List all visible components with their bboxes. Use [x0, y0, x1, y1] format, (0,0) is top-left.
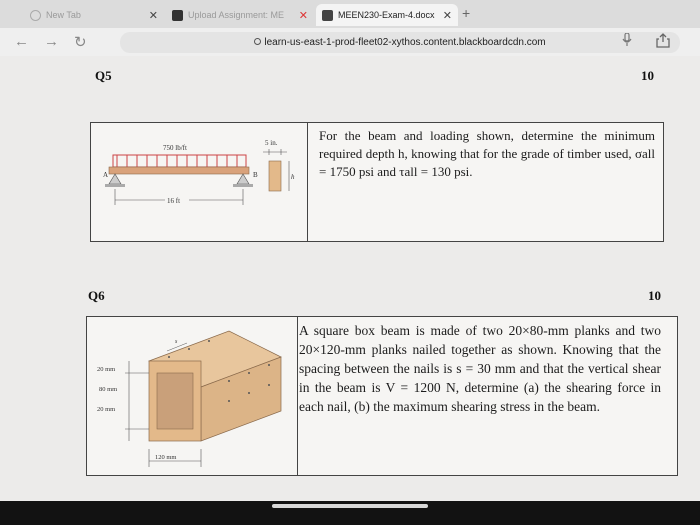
span-label: 16 ft	[167, 197, 181, 205]
pin-support-a	[109, 174, 121, 184]
cross-section	[269, 161, 281, 191]
close-tab-icon[interactable]: ✕	[442, 9, 452, 22]
tab-label: Upload Assignment: ME	[188, 10, 285, 20]
question-points: 10	[641, 68, 654, 83]
address-bar	[0, 28, 700, 56]
beam	[109, 167, 249, 174]
dim-mid-label: 80 mm	[99, 386, 118, 393]
document-page	[0, 56, 700, 501]
divider	[297, 317, 298, 475]
forward-icon[interactable]: →	[44, 33, 59, 50]
divider	[307, 123, 308, 241]
dim-top-label: 20 mm	[97, 366, 116, 373]
reload-icon[interactable]: ↻	[74, 34, 87, 51]
new-tab-icon[interactable]: +	[462, 5, 471, 21]
tab-bar	[0, 0, 700, 28]
share-icon[interactable]	[656, 33, 670, 48]
width-label: 5 in.	[265, 139, 278, 147]
support-b-label: B	[253, 171, 258, 179]
question-number: Q5	[95, 68, 112, 83]
width-label: 120 mm	[155, 454, 177, 461]
tab-label: MEEN230-Exam-4.docx	[338, 10, 435, 20]
q5-beam-figure	[93, 127, 305, 237]
pin-support-b	[237, 174, 249, 184]
url-field[interactable]	[120, 32, 680, 53]
site-info-icon	[254, 38, 261, 45]
tab-exam-docx[interactable]	[316, 4, 458, 26]
tab-new-tab[interactable]	[24, 4, 164, 26]
q6-text: A square box beam is made of two 20×80-mm planks and two 20×120-mm planks nailed together as shown. Knowing that the spacing between the nails is s = 30 mm and that the vertical shear in the beam is V = 1200 N, determine (a) the shearing force in each nail, (b) the maximum shearing stress in the beam.	[299, 323, 661, 414]
q6-box-beam-figure	[89, 321, 295, 471]
support-a-label: A	[103, 171, 109, 179]
globe-icon	[30, 10, 41, 21]
dim-bot-label: 20 mm	[97, 406, 116, 413]
q6-box	[86, 316, 678, 476]
blackboard-icon	[172, 10, 183, 21]
tab-upload-assignment[interactable]	[166, 4, 314, 26]
question-number: Q6	[88, 288, 105, 303]
microphone-icon[interactable]	[622, 33, 632, 47]
tab-label: New Tab	[46, 10, 81, 20]
question-points: 10	[648, 288, 661, 303]
document-icon	[322, 10, 333, 21]
q5-box	[90, 122, 664, 242]
home-indicator[interactable]	[272, 504, 428, 508]
close-tab-icon[interactable]: ✕	[148, 9, 158, 22]
back-icon[interactable]: ←	[14, 33, 29, 50]
load-label: 750 lb/ft	[163, 144, 187, 152]
q5-text: For the beam and loading shown, determine the minimum required depth h, knowing that for the grade of timber used, σall = 1750 psi and τall = 130 psi.	[319, 128, 655, 179]
close-tab-icon[interactable]: ✕	[298, 9, 308, 22]
depth-label: h	[291, 173, 295, 181]
url-text: learn-us-east-1-prod-fleet02-xythos.content.blackboardcdn.com	[264, 37, 546, 48]
nail-spacing-label: s	[175, 339, 178, 345]
